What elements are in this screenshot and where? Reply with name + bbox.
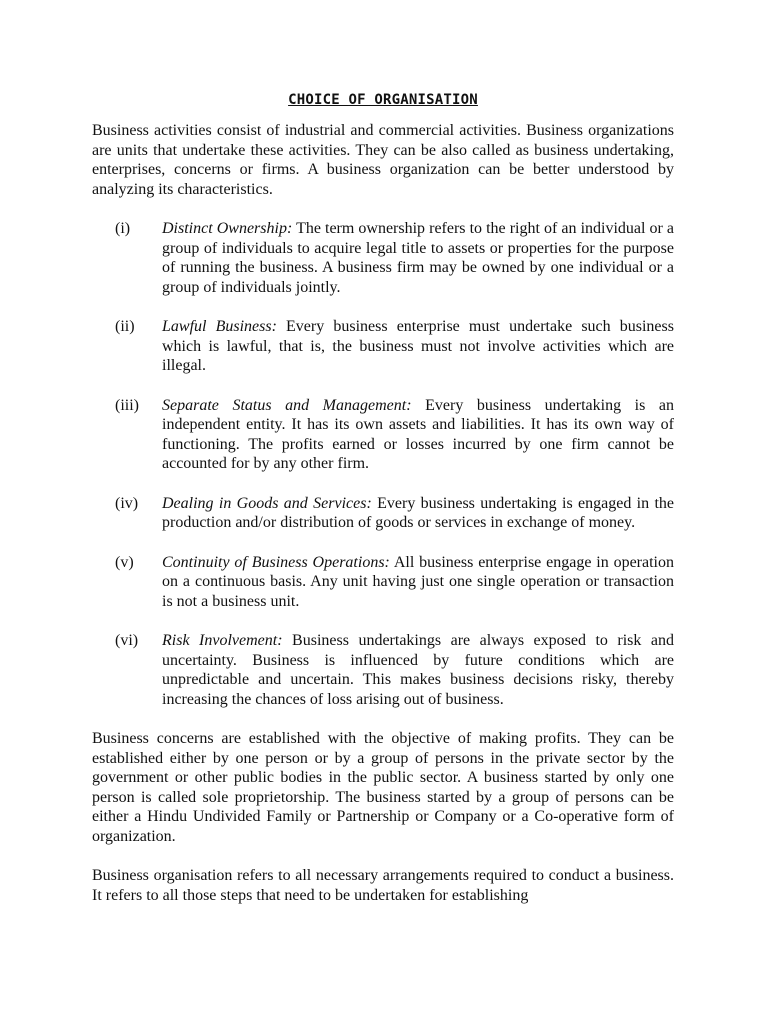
list-item: [92, 553, 674, 612]
list-item-body: [162, 553, 674, 612]
list-item-term: Distinct Ownership:: [162, 220, 293, 237]
list-item-number: (iv): [115, 494, 139, 512]
list-item: [92, 631, 674, 709]
list-item-text: Every business undertaking is an independent entity. It has its own assets and liabilities. It has its own way of functioning. The profits earned or losses incurred by one firm cannot be accounted for by any other firm.: [162, 396, 674, 472]
document-title: CHOICE OF ORGANISATION: [288, 92, 478, 108]
list-item-term: Dealing in Goods and Services:: [162, 494, 372, 512]
list-item-text: The term ownership refers to the right of an individual or a group of individuals to acquire legal title to assets or properties for the purpose of running the business. A business firm may be owned by one individual or a group of individuals jointly.: [162, 220, 675, 296]
list-item-text: Every business enterprise must undertake such business which is lawful, that is, the business must not involve activities which are illegal.: [162, 318, 674, 374]
list-item: [92, 396, 674, 474]
list-item-number: (vi): [115, 632, 139, 649]
list-item-text: Every business undertaking is engaged in the production and/or distribution of goods or services in exchange of money.: [162, 494, 674, 531]
list-item-term: Continuity of Business Operations:: [162, 553, 390, 571]
list-item-number: (iii): [115, 396, 139, 414]
list-item-number: (i): [115, 220, 131, 237]
list-item-term: Risk Involvement:: [162, 632, 283, 649]
list-item-body: [162, 631, 674, 709]
list-item: [92, 494, 674, 533]
list-item-body: [162, 219, 674, 297]
list-item-number: (ii): [115, 318, 135, 335]
list-item-body: [162, 494, 674, 533]
intro-paragraph: Business activities consist of industrial and commercial activities. Business organizations are units that undertake these activities. They can be also called as business undertaking, enterprises, concerns or firms. A business organization can be better understood by analyzing its characteristics.: [92, 122, 674, 198]
list-item: [92, 219, 674, 297]
list-item: [92, 317, 674, 376]
characteristics-list: [92, 219, 674, 709]
document-page: [92, 90, 674, 905]
list-item-text: Business undertakings are always exposed to risk and uncertainty. Business is influenced by future conditions which are unpredictable and uncertain. This makes business decisions risky, thereby increasing the chances of loss arising out of business.: [162, 632, 675, 708]
business-organisation-paragraph: Business organisation refers to all necessary arrangements required to conduct a business. It refers to all those steps that need to be undertaken for establishing: [92, 867, 674, 904]
list-item-body: [162, 396, 674, 474]
business-concerns-paragraph: Business concerns are established with the objective of making profits. They can be established either by one person or by a group of persons in the private sector by the government or other public bodies in the public sector. A business started by only one person is called sole proprietorship. The business started by a group of persons can be either a Hindu Undivided Family or Partnership or Company or a Co-operative form of organization.: [92, 730, 674, 845]
list-item-term: Lawful Business:: [162, 318, 277, 335]
list-item-text: All business enterprise engage in operation on a continuous basis. Any unit having just one single operation or transaction is not a business unit.: [162, 553, 674, 610]
list-item-term: Separate Status and Management:: [162, 396, 412, 414]
list-item-body: [162, 317, 674, 376]
list-item-number: (v): [115, 553, 134, 571]
